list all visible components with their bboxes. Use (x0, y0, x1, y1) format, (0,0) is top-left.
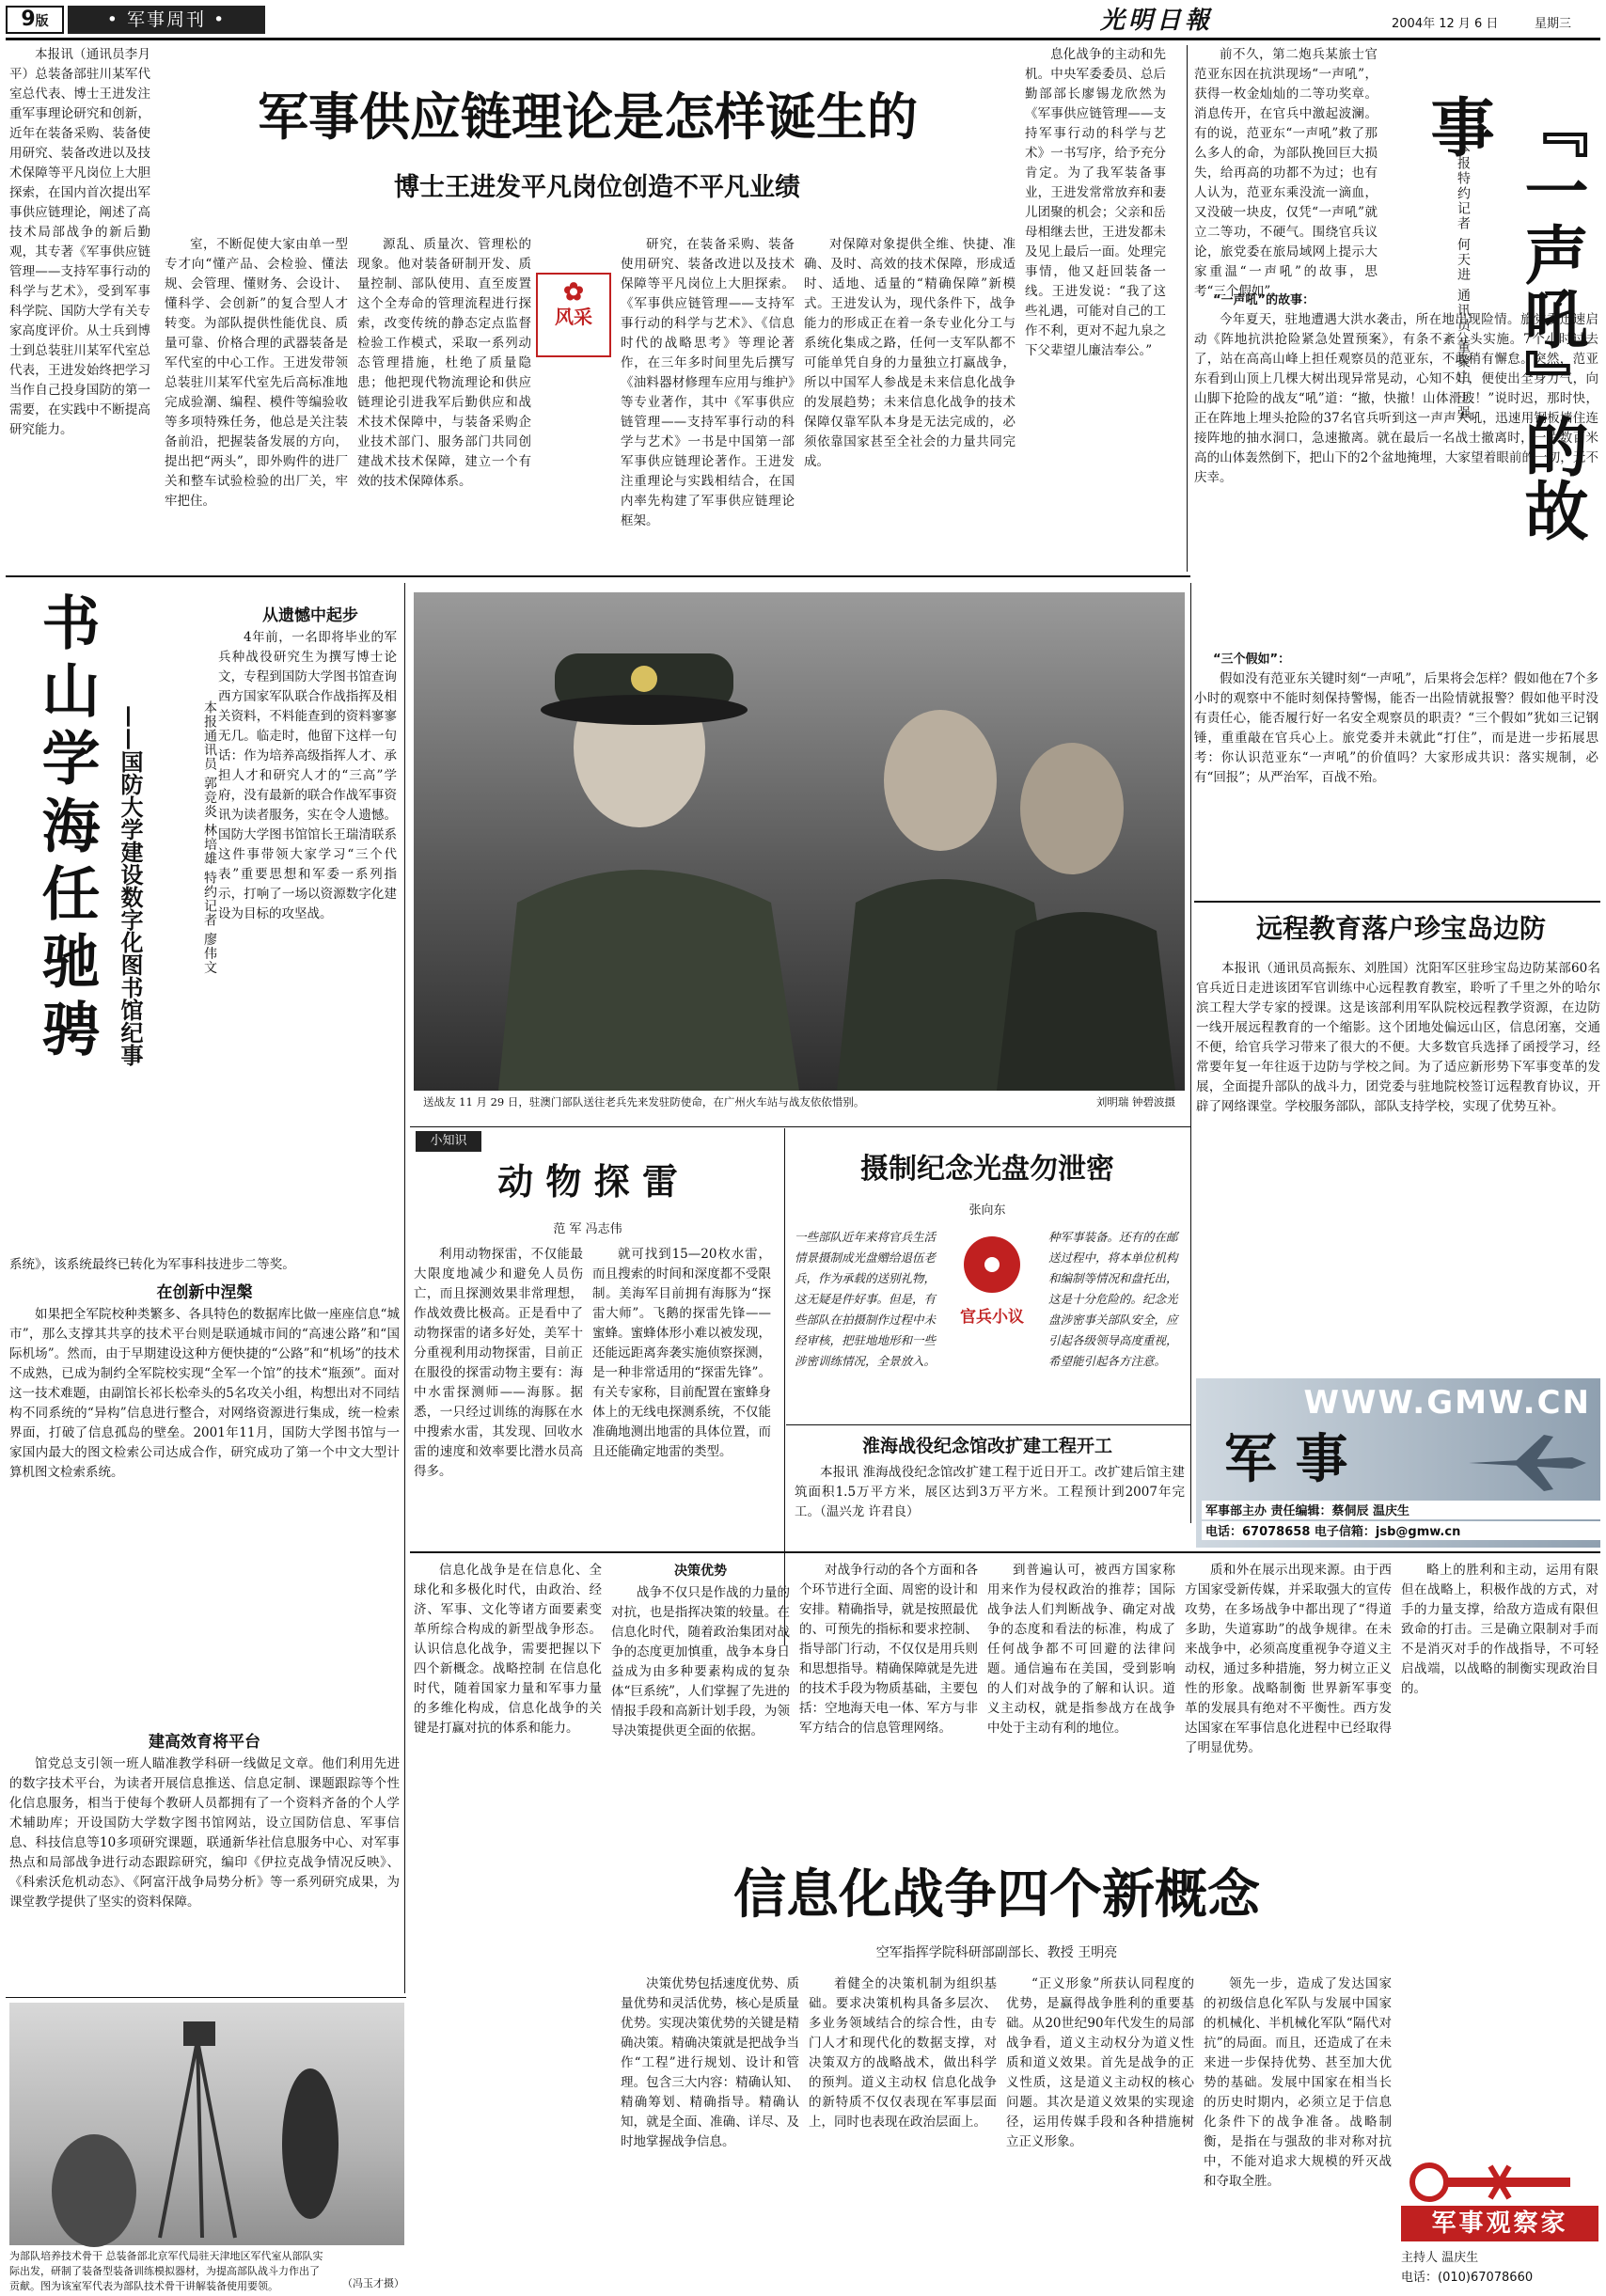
soldier-left-figure (52, 2134, 136, 2247)
lead-col-6 (1025, 45, 1166, 572)
yisheng-bottom-rule (1194, 901, 1600, 903)
animal-col-2-text: 就可找到15—20枚水雷，而且搜索的时间和深度都不受限制。美海军目前拥有海豚为“探雷大师”。飞鹅的探雷先锋——蜜蜂。蜜蜂体形小难以被发现，还能远距离奔袭实施侦察探测，是一种非常适用的“探雷先锋”。有关专家称，目前配置在蜜蜂身体上的无线电探测系统，不仅能准确地测出地雷的具体位置，而且还能确定地雷的类型。 (592, 1247, 771, 1459)
cd-bottom-rule (786, 1424, 1190, 1425)
library-title: 书山学海任驰骋 (32, 592, 101, 1066)
main-photo-illustration (414, 592, 1185, 1091)
animal-byline: 范 军 冯志伟 (553, 1222, 622, 1236)
officer-cap-brim (541, 695, 748, 725)
gmw-contact-line: 电话：67078658 电子信箱：jsb@gmw.cn (1202, 1521, 1600, 1540)
soldier-right-figure (282, 2068, 339, 2219)
info-top-col-4-text: 到普遍认可，被西方国家称用来作为侵权政治的推荐；国际战争法人们判断战争、确定对战争的态度和看法的标准，构成了任何战争都不可回避的法律问题。通信遍布在美国，受到影响的人们对战争的了解和认识。道义主动权，就是指参战方在战争中处于主动有利的地位。 (987, 1563, 1175, 1736)
profile-badge-text: 风采 (555, 306, 592, 328)
cd-title: 摄制纪念光盘勿泄密 (860, 1153, 1114, 1186)
observer-title: 军事观察家 (1401, 2206, 1598, 2241)
cd-tag: 官兵小议 (960, 1308, 1024, 1327)
lead-col-2-text: 室，不断促使大家由单一型专才向“懂产品、会检验、懂法规、会管理、懂财务、会设计、懂科学、会创新”的复合型人才转变。为部队提供性能优良、质量可靠、价格合理的武器装备是军代室的中心工作。王进发带领总装驻川某军代室先后高标准地完成验潮、编程、模件等编验收等多项特殊任务，他总是关注装备前沿，把握装备发展的方向，提出把“两头”，即外购件的进厂关和整车试验检验的出厂关，牢牢把住。 (165, 237, 348, 509)
tripod-icon (160, 2040, 235, 2238)
officer-body (498, 870, 799, 1091)
lead-right-divider (1187, 45, 1188, 572)
cd-byline: 张向东 (968, 1203, 1006, 1218)
info-bot-col-4-text: 领先一步，造成了发达国家的初级信息化军队与发展中国家的机械化、半机械化军队“隔代对抗”的局面。而且，还造成了在未来进一步保持优势、甚至加大优势的基础。发展中国家在相当长的历史时期内，必须立足于信息化条件下的战争准备。战略制衡，是指在与强敌的非对称对抗中，不能对追求大规模的歼灭战和夺取全胜。 (1204, 1976, 1392, 2189)
issue-date: 2004年 12 月 6 日 (1392, 17, 1499, 31)
huaihai-title: 淮海战役纪念馆改扩建工程开工 (861, 1436, 1112, 1456)
masthead-rule (6, 38, 1600, 40)
observer-phone: 电话：(010)67078660 (1401, 2271, 1534, 2285)
remote-title: 远程教育落户珍宝岛边防 (1255, 913, 1546, 944)
observer-host: 主持人 温庆生 (1401, 2251, 1479, 2265)
info-bot-col-3-text: “正义形象”所获认同程度的优势，是赢得战争胜利的重要基础。从20世纪90年代发生的局部战争看，道义主动权分为道义性质和道义效果。首先是战争的正义性质，这是道义主动权的核心问题。其次是道义效果的实现途径，运用传媒手段和各种措施树立正义形象。 (1006, 1976, 1194, 2149)
info-top-col-5-text: 质和外在展示出现来源。由于西方国家受新传媒，并采取强大的宣传攻势，在多场战争中都出现了“得道多助，失道寡助”的战争规律。在未来战争中，必须高度重视争夺道义主动权，通过多种措施，努力树立正义性的形象。战略制衡 世界新军事变革的发展具有绝对不平衡性。西方发达国家在军事信息化进程中已经取得了明显优势。 (1185, 1563, 1392, 1755)
lead-col-4-text: 研究，在装备采购、装备使用研究、装备改进以及技术保障等平凡岗位上大胆探索。《军事供应链管理——支持军事行动的科学与艺术》、《信息时代的战略思考》等理论著作，在三年多时间里先后撰写《油料器材修理车应用与维护》等专业著作，其中《军事供应链管理——支持军事行动的科学与艺术》一书是中国第一部军事供应链理论著作。王进发注重理论与实践相结合，在国内率先构建了军事供应链理论框架。 (621, 237, 795, 528)
bottom-photo (9, 2003, 404, 2245)
huaihai-body-text: 本报讯 淮海战役纪念馆改扩建工程于近日开工。改扩建后馆主建筑面积1.5万平方米，展区达到3万平方米。工程预计到2007年完工。（温兴龙 许君良） (795, 1465, 1185, 1519)
library-col-3 (9, 1754, 400, 1989)
info-title: 信息化战争四个新概念 (733, 1864, 1260, 1926)
info-bot-col-2-text: 着健全的决策机制为组织基础。要求决策机构具备多层次、多业务领域结合的综合性，由专门人才和现代化的数据支撑，对决策双方的战略战术，做出科学的预判。道义主动权 信息化战争的新特质不仅仅表现在军事层面上，同时也表现在政治层面上。 (809, 1976, 997, 2130)
library-right-divider (404, 583, 405, 1993)
gmw-banner (1196, 1378, 1600, 1548)
lead-subheadline: 博士王进发平凡岗位创造不平凡业绩 (394, 173, 800, 202)
library-subhead-1: 从遗憾中起步 (262, 606, 358, 625)
info-top-col-2-text: 战争不仅只是作战的力量的对抗，也是指挥决策的较量。在信息化时代，随着政治集团对战争的态度更加慎重，战争本身日益成为由多种要素构成的复杂体“巨系统”，人们掌握了先进的情报手段和高新计划手段，为领导决策提供更全面的依据。 (611, 1585, 790, 1738)
yisheng-col-left (1194, 45, 1378, 299)
gmw-editor-line: 军事部主办 责任编辑：蔡侗辰 温庆生 (1202, 1501, 1600, 1519)
observer-box (1401, 2159, 1598, 2290)
observer-logo-icon (1401, 2159, 1589, 2206)
yisheng-col-main-text: 今年夏天，驻地遭遇大洪水袭击，所在地出现险情。旅党委迅速启动《阵地抗洪抢险紧急处置预案》，有条不紊分头实施。7个小时过去了，站在高高山峰上担任观察员的范亚东，不敢稍有懈怠。突然，范亚东看到山顶上几棵大树出现异常晃动，心知不好，便使出全身力气，向山脚下抢险的战友“吼”道：“撤，快撤！山体滑坡！”说时迟，那时快，正在阵地上埋头抢险的37名官兵听到这一声声大吼，迅速用钢板墙住连接阵地的抽水洞口，急速撤离。就在最后一名战士撤离时，一片数百米高的山体轰然倒下，把山下的2个盆地掩埋，大家望着眼前的一切，无不庆幸。 (1194, 312, 1598, 485)
lead-col-1 (9, 45, 150, 572)
newspaper-logo: 光明日報 (1100, 7, 1214, 35)
remote-body (1196, 959, 1600, 1373)
yisheng-col-tail-text: 假如没有范亚东关键时刻“一声吼”，后果将会怎样？假如他在7个多小时的观察中不能时刻保持警惕，能否一出险情就报警？假如他平时没有责任心，能否履行好一名安全观察员的职责？“三个假如”犹如三记钢锤，重重敲在官兵心上。旅党委并未就此“打住”，而是进一步拓展思考：你认识范亚东“一声吼”的价值吗？大家形成共识：落实规制，必有“回报”；从严治军，百战不殆。 (1194, 671, 1598, 785)
page-number-box (6, 6, 64, 34)
section-label: • 军事周刊 • (68, 6, 265, 34)
profile-badge-icon: ✿ (563, 278, 584, 307)
info-top-col-3 (799, 1561, 978, 1837)
cd-disc-icon (959, 1232, 1025, 1297)
gmw-section-title: 军 事 (1224, 1429, 1348, 1490)
info-top-col-2 (611, 1583, 790, 1837)
photo-bottom-rule (410, 1126, 1190, 1127)
photo-right-divider (1190, 583, 1191, 1523)
info-bot-col-2 (809, 1974, 997, 2285)
lead-col-5-text: 对保障对象提供全维、快捷、准确、及时、高效的技术保障，形成适时、适地、适量的“精确保障”新模式。王进发认为，现代条件下，战争能力的形成正在着一条专业化分工与系统化集成之路，任何一支军队都不可能单凭自身的力量独立打赢战争，所以中国军人参战是未来信息化战争的发展趋势；未来信息化战争的技术保障仅靠军队本身是无法完成的，必须依靠国家甚至全社会的力量共同完成。 (804, 237, 1016, 469)
bottom-photo-illustration (9, 2003, 404, 2245)
info-top-col-4 (987, 1561, 1175, 1837)
weekday: 星期三 (1535, 17, 1572, 31)
lead-col-1-text: 本报讯（通讯员李月平）总装备部驻川某军代室总代表、博士王进发注重军事理论研究和创新，近年在装备采购、装备使用研究、装备改进以及技术保障等平凡岗位上大胆探索，在国内首次提出军事供应链理论，阐述了高技术局部战争的新后勤观，其专著《军事供应链管理——支持军事行动的科学与艺术》，受到军事科学院、国防大学有关专家高度评价。从士兵到博士到总装驻川某军代室总代表，王进发始终把学习当作自己投身国防的第一需要，在实践中不断提高研究能力。 (9, 47, 150, 437)
library-col-1 (218, 628, 397, 1249)
info-bot-col-3 (1006, 1974, 1194, 2285)
yisheng-col-left-text: 前不久，第二炮兵某旅士官范亚东因在抗洪现场“一声吼”，获得一枚金灿灿的二等功奖章。消息传开，在官兵中激起波澜。有的说，范亚东“一声吼”救了那么多人的命，为部队挽回巨大损失，给再高的功都不为过；也有人认为，范亚东乘没流一滴血，又没破一块皮，仅凭“一声吼”就立二等功，不硬气。围绕官兵议论，旅党委在旅局域网上提示大家重温“一声吼”的故事，思考“三个假如”。 (1194, 47, 1378, 299)
library-col-2 (9, 1305, 400, 1719)
yisheng-subhead-1: “一声吼”的故事： (1213, 293, 1315, 307)
bottom-photo-caption: 为部队培养技术骨干 总装备部北京军代局驻天津地区军代室从部队实际出发，研制了装备型装备训练模拟器材，为提高部队战斗力作出了贡献。图为该室军代表为部队技术骨干讲解装备使用要领。 (9, 2250, 323, 2292)
jet-icon (1459, 1425, 1591, 1501)
info-byline: 空军指挥学院科研部副部长、教授 王明亮 (875, 1945, 1118, 1960)
main-photo-caption: 送战友 11 月 29 日，驻澳门部队送往老兵先来发驻防使命，在广州火车站与战友依依惜别。 (423, 1095, 865, 1109)
library-col-1-text: 4年前，一名即将毕业的军兵种战役研究生为撰写博士论文，专程到国防大学图书馆查询西方国家军队联合作战指挥及相关资料，不料能查到的资料寥寥无几。临走时，他留下这样一句话：作为培养高级指挥人才、承担人才和研究人才的“三高”学府，没有最新的联合作战军事资讯为读者服务，实在令人遗憾。国防大学图书馆馆长王瑞清联系这件事带领大家学习“三个代表”重要思想和军委一系列指示，打响了一场以资源数字化建设为目标的攻坚战。 (218, 630, 397, 921)
info-subhead-decision: 决策优势 (674, 1564, 727, 1579)
page-number: 9 (21, 8, 36, 31)
lead-col-5 (804, 235, 1016, 572)
animal-col-1-text: 利用动物探雷，不仅能最大限度地减少和避免人员伤亡，而且探测效果非常理想，作战效费比极高。正是看中了动物探雷的诸多好处，美军十分重视利用动物探雷，目前正在服役的探雷动物主要有：海中水雷探测师——海豚。据悉，一只经过训练的海豚在水中搜索水雷，其发现、回收水雷的速度和效率要比潜水员高得多。 (414, 1247, 583, 1479)
info-top-col-1 (414, 1561, 602, 1974)
yisheng-subhead-2: “三个假如”： (1213, 653, 1291, 667)
profile-badge (536, 273, 611, 357)
yisheng-byline: 本报特约记者 何天进 通讯员 董聚山 王强 (1456, 141, 1471, 421)
library-col-3-text: 馆党总支引领一班人瞄准教学科研一线做足文章。他们利用先进的数字技术平台，为读者开展信息推送、信息定制、课题跟踪等个性化信息服务，相当于使每个教研人员都拥有了一个资料齐备的个人学术辅助库；开设国防大学数字图书馆网站，设立国防信息、军事信息、科技信息等10多项研究课题，联通新华社信息服务中心、对军事热点和局部战争进行动态跟踪研究，编印《伊拉克战争情况反映》、《科索沃危机动态》、《阿富汗战争局势分析》等一系列研究成果，为课堂教学提供了坚实的资料保障。 (9, 1756, 400, 1910)
lead-col-3 (357, 235, 531, 572)
main-photo-credit: 刘明瑞 钟碧波摄 (1095, 1095, 1175, 1109)
cd-col-2-text: 种军事装备。还有的在邮送过程中，将本单位机构和编制等情况和盘托出，这是十分危险的。纪念光盘涉密事关部队安全，应引起各级领导高度重视，希望能引起各方注意。 (1048, 1230, 1178, 1368)
info-top-col-6-text: 略上的胜利和主动，运用有限但在战略上，积极作战的方式，对手的力量支撑，给敌方造成有限但致命的打击。三是确立限制对手而不是消灭对手的作战指导，不可轻启战端，以战略的制衡实现政治目的。 (1401, 1563, 1598, 1696)
yisheng-title: 『一声吼』的故事 (1420, 94, 1589, 542)
cd-col-2 (1048, 1227, 1185, 1415)
lead-col-4 (621, 235, 795, 572)
soldier-right-head (884, 710, 997, 851)
cd-col-1-text: 一些部队近年来将官兵生活情景摄制成光盘赠给退伍老兵，作为承载的送别礼物，这无疑是件好事。但是，有些部队在拍摄制作过程中未经审核，把驻地地形和一些涉密训练情况，全景放入。 (795, 1230, 937, 1368)
info-bot-col-4 (1204, 1974, 1392, 2285)
lead-headline: 军事供应链理论是怎样诞生的 (258, 87, 918, 147)
gmw-url[interactable]: WWW.GMW.CN (1303, 1384, 1591, 1422)
cd-col-1 (795, 1227, 936, 1415)
info-top-col-3-text: 对战争行动的各个方面和各个环节进行全面、周密的设计和安排。精确指导，就是按照最优的、可预先的指标和要求控制、指导部门行动，不仅仅是用兵则和思想指导。精确保障就是先进的技术手段为物质基础，主要包括：空地海天电一体、军方与非军方结合的信息管理网络。 (799, 1563, 978, 1736)
soldier-far-body (997, 912, 1175, 1091)
library-subhead-3: 建高效育将平台 (149, 1733, 260, 1752)
lead-col-6-text: 息化战争的主动和先机。中央军委委员、总后勤部部长廖锡龙欣然为《军事供应链管理——支持军事行动的科学与艺术》一书写序，给予充分肯定。为了我军装备事业，王进发常常放弃和妻儿团聚的机会；父亲和岳母相继去世，王进发都未及见上最后一面。处理完事情，他又赶回装备一线。王进发说：“我了这些礼遇，可能对自己的工作不利，更对不起九泉之下父辈望儿廉洁奉公。” (1025, 47, 1166, 358)
info-bot-col-1-text: 决策优势包括速度优势、质量优势和灵活优势，核心是质量优势。实现决策优势的关键是精确决策。精确决策就是把战争当作“工程”进行规划、设计和管理。包含三大内容：精确认知、精确筹划、精确指导。精确认知，就是全面、准确、详尽、及时地掌握战争信息。 (621, 1976, 799, 2149)
library-byline: 本报通讯员 郭竞炎 林培雄 特约记者 廖伟文 (202, 700, 217, 975)
yisheng-col-tail (1194, 669, 1598, 895)
animal-tag: 小知识 (416, 1131, 481, 1152)
info-top-col-5 (1185, 1561, 1392, 1837)
lead-bottom-rule (6, 575, 1190, 577)
library-col-wide (9, 1255, 400, 1276)
lead-col-2 (165, 235, 348, 572)
cd-tag-box (940, 1232, 1044, 1345)
library-subtitle: ——国防大学建设数字化图书馆纪事 (117, 705, 144, 1066)
yisheng-col-main (1194, 310, 1598, 630)
huaihai-body (795, 1463, 1185, 1538)
soldier-far-head (1020, 743, 1124, 874)
cap-emblem (631, 666, 657, 692)
instrument-icon (183, 2021, 215, 2046)
library-col-2-text: 如果把全军院校种类繁多、各具特色的数据库比做一座座信息“城市”，那么支撑其共享的技术平台则是联通城市间的“高速公路”和“国际机场”。然而，由于早期建设这种方便快捷的“公路”和“机场”的技术不成熟，已成为制约全军院校实现“全军一个馆”的技术“瓶颈”。面对这一技术难题，由副馆长祁长松牵头的5名攻关小组，构想出对不同结构不同系统的“异构”信息进行整合，对网络资源进行集成，统一检索界面，打破了信息孤岛的壁垒。2001年11月，国防大学图书馆与一家国内最大的图文检索公司达成合作，研究成功了第一个中文大型计算机图文检索系统。 (9, 1307, 400, 1480)
bottom-photo-credit: （冯玉才摄） (342, 2277, 404, 2289)
remote-body-text: 本报讯（通讯员高振东、刘胜国）沈阳军区驻珍宝岛边防某部60名官兵近日走进该团军官训练中心远程教育教室，聆听了千里之外的哈尔滨工程大学专家的授课。这是该部利用军队院校远程教学资源，在边防一线开展远程教育的一个缩影。这个团地处偏远山区，信息闭塞，交通不便，给官兵学习带来了很大的不便。大多数官兵选择了函授学习，经常要年复一年往返于边防与学校之间。为了适应新形势下军事变革的发展，全面提升部队的战斗力，团党委与驻地院校签订远程教育协议，开辟了网络课堂。学校服务部队，部队支持学校，实现了优势互补。 (1196, 961, 1600, 1114)
main-photo (414, 592, 1185, 1091)
animal-title: 动 物 探 雷 (497, 1161, 678, 1203)
info-bot-col-1 (621, 1974, 799, 2285)
page-number-suffix: 版 (35, 14, 49, 29)
library-subhead-2: 在创新中涅槃 (156, 1283, 253, 1302)
info-top-col-6 (1401, 1561, 1598, 1974)
bottom-photo-top-rule (6, 1997, 406, 1998)
info-top-col-1-text: 信息化战争是在信息化、全球化和多极化时代，由政治、经济、军事、文化等诸方面要素变革所综合构成的新型战争形态。认识信息化战争，需要把握以下四个新概念。战略控制 在信息化时代，随着国家力量和军事力量的多维化构成，信息化战争的关键是打赢对抗的体系和能力。 (414, 1563, 602, 1736)
middle-rule (410, 1551, 1600, 1553)
lead-col-3-text: 源乱、质量次、管理松的现象。他对装备研制开发、质量控制、部队使用、直至废置这个全寿命的管理流程进行探索，改变传统的静态定点监督检验工作模式，采取一系列动态管理措施，杜绝了质量隐患；他把现代物流理论和供应链理论引进我军后勤供应和战术技术保障中，与装备采购企业技术部门、服务部门共同创建战术技术保障，建立一个有效的技术保障体系。 (357, 237, 531, 489)
library-col-wide-text: 系统》，该系统最终已转化为军事科技进步二等奖。 (9, 1257, 295, 1272)
